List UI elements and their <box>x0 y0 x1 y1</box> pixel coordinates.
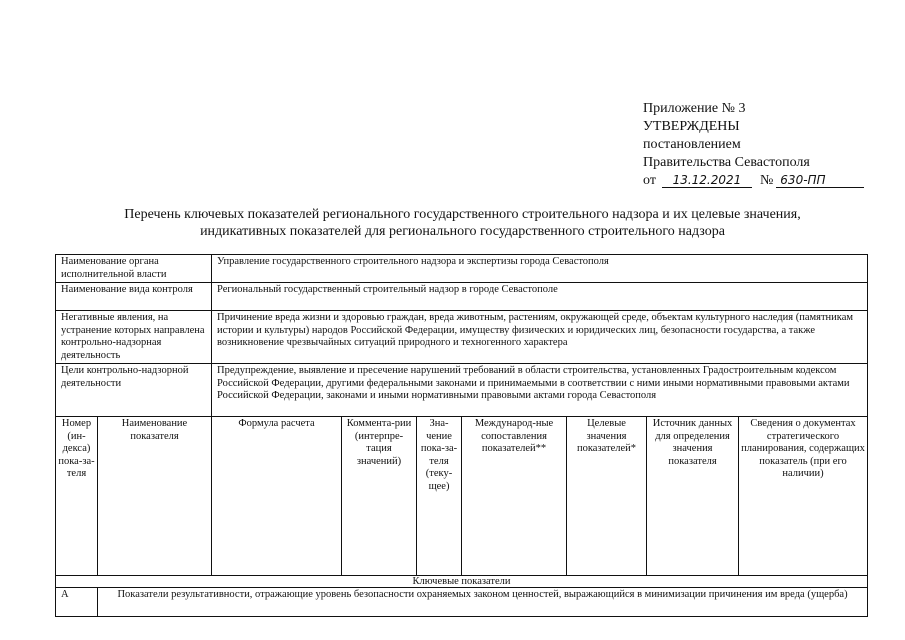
column-header: Наименование показателя <box>98 417 212 576</box>
info-value: Причинение вреда жизни и здоровью граждан, вреда животным, растениям, окружающей среде, объектам культурного наследия (памятникам истории и культуры) народов Российской Федерации, имуществу физических и юридических лиц, безопасности государства, а также возникновение чрезвычайных ситуаций природного и техногенного характера <box>212 311 868 364</box>
column-header: Коммента-рии (интерпре-тация значений) <box>342 417 417 576</box>
decree-date: 13.12.2021 <box>662 173 752 188</box>
info-label: Наименование вида контроля <box>56 283 212 311</box>
info-label: Наименование органа исполнительной власти <box>56 255 212 283</box>
column-header: Сведения о документах стратегического планирования, содержащих показатель (при его наличии) <box>739 417 868 576</box>
authority-label: Правительства Севастополя <box>643 155 810 170</box>
info-row <box>56 255 868 283</box>
info-row <box>56 283 868 311</box>
section-row <box>56 576 868 588</box>
from-label: от <box>643 173 656 188</box>
info-value: Региональный государственный строительный надзор в городе Севастополе <box>212 283 868 311</box>
document-title <box>60 206 865 240</box>
column-header: Международ-ные сопоставления показателей** <box>462 417 567 576</box>
column-header: Формула расчета <box>212 417 342 576</box>
group-code: А <box>56 588 98 617</box>
info-row <box>56 311 868 364</box>
decree-label: постановлением <box>643 137 741 152</box>
column-header: Источник данных для определения значения показателя <box>647 417 739 576</box>
group-title: Показатели результативности, отражающие уровень безопасности охраняемых законом ценностей, выражающийся в минимизации причинения им вреда (ущерба) <box>98 588 868 617</box>
indicators-table <box>55 254 868 617</box>
column-header-row <box>56 417 868 576</box>
info-label: Негативные явления, на устранение которых направлена контрольно-надзорная деятельность <box>56 311 212 364</box>
column-header: Зна-чение пока-за-теля (теку-щее) <box>417 417 462 576</box>
decree-number: 630-ПП <box>776 173 864 188</box>
annex-label: Приложение № 3 <box>643 101 746 116</box>
decree-date-number <box>643 172 883 190</box>
info-value: Предупреждение, выявление и пресечение нарушений требований в области строительства, установленных Градостроительным кодексом Российской Федерации, другими федеральными законами и принимаемыми в соответствии с ними иными нормативными правовыми актами Российской Федерации, законами и иными нормативными правовыми актами города Севастополя <box>212 364 868 417</box>
title-line-2: индикативных показателей для регионального государственного строительного надзора <box>200 224 725 239</box>
title-line-1: Перечень ключевых показателей регионального государственного строительного надзора и их целевые значения, <box>124 207 801 222</box>
approval-block <box>643 100 883 190</box>
group-row <box>56 588 868 617</box>
number-label: № <box>759 173 774 188</box>
approved-label: УТВЕРЖДЕНЫ <box>643 119 740 134</box>
section-title: Ключевые показатели <box>56 576 868 588</box>
info-label: Цели контрольно-надзорной деятельности <box>56 364 212 417</box>
column-header: Номер (ин-декса) пока-за-теля <box>56 417 98 576</box>
info-row <box>56 364 868 417</box>
column-header: Целевые значения показателей* <box>567 417 647 576</box>
info-value: Управление государственного строительного надзора и экспертизы города Севастополя <box>212 255 868 283</box>
